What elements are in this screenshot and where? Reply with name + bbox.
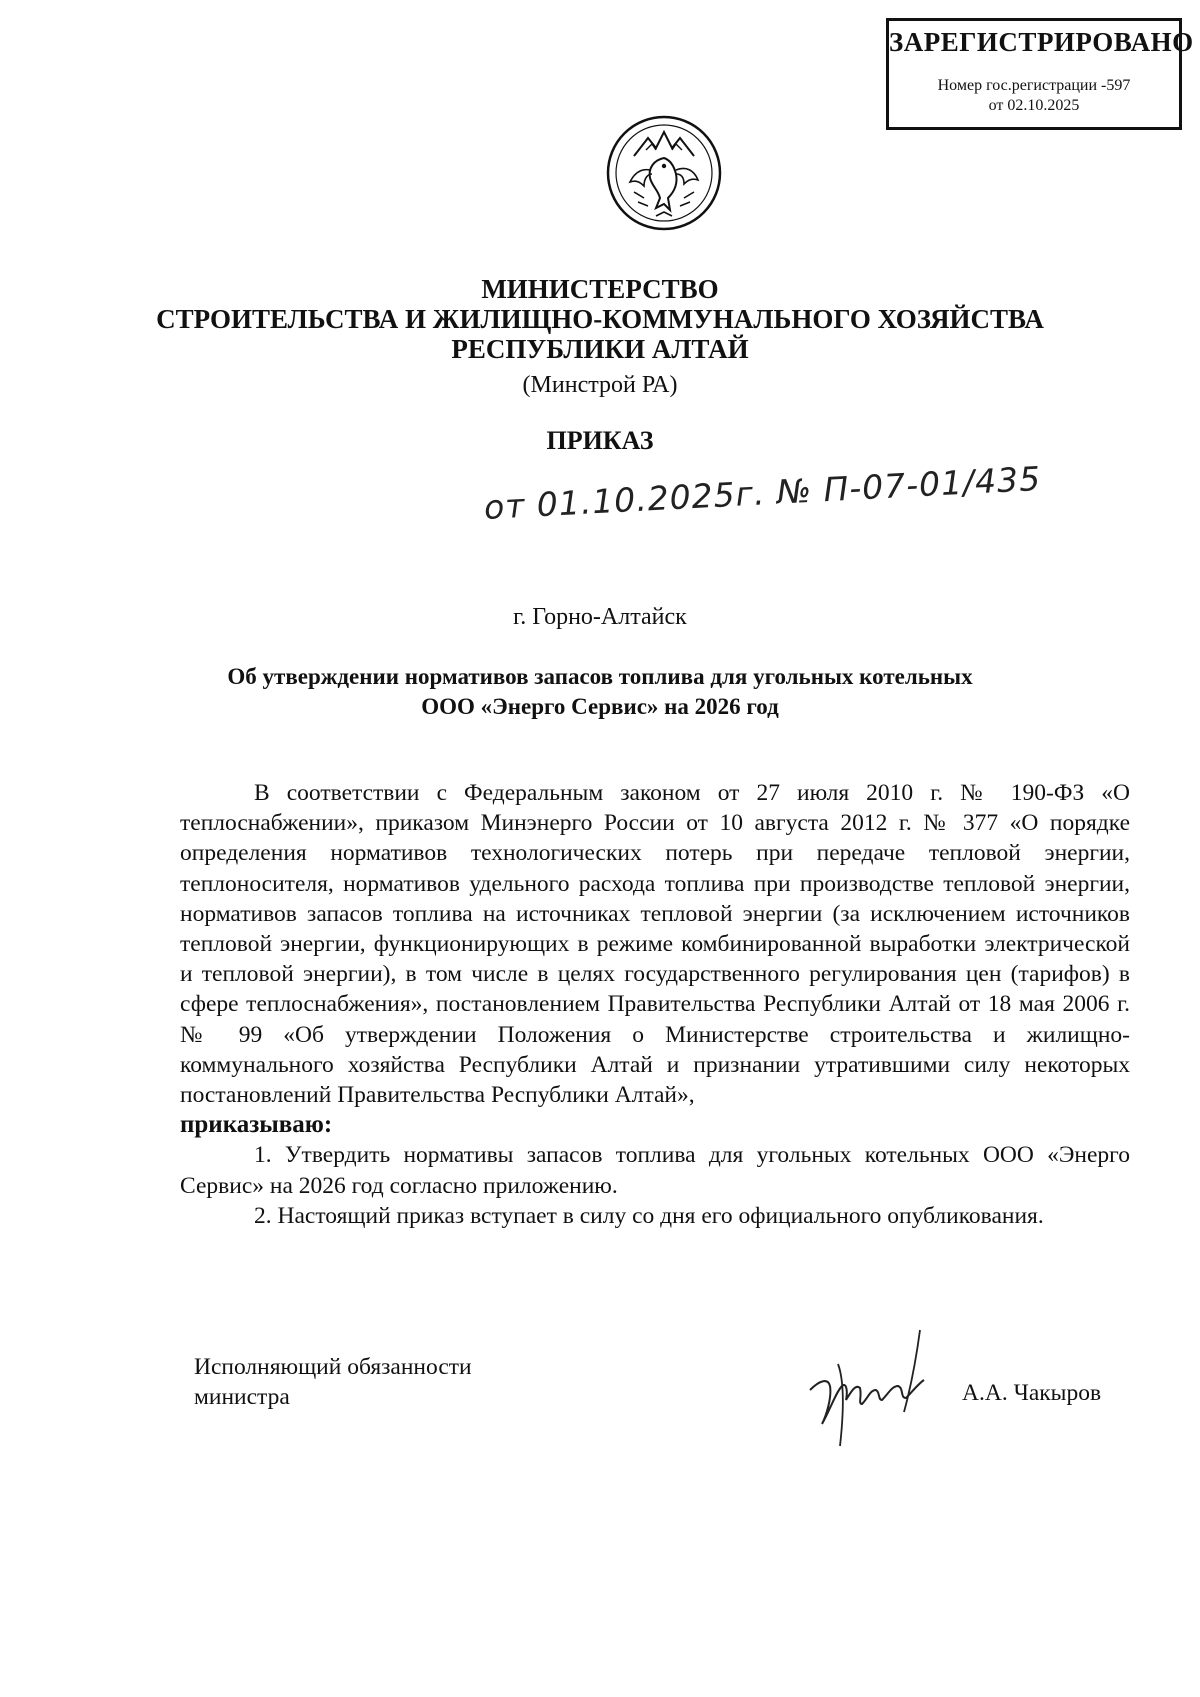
registration-stamp (886, 18, 1194, 130)
subject-line: Об утверждении нормативов запасов топлива для угольных котельных (227, 664, 973, 689)
signatory-name: А.А. Чакыров (962, 1380, 1102, 1406)
role-line: Исполняющий обязанности (194, 1354, 472, 1380)
order-point-2: 2. Настоящий приказ вступает в силу со дня его официального опубликования. (254, 1202, 1044, 1229)
republic-altai-coat-of-arms-icon (604, 112, 724, 234)
ministry-line: МИНИСТЕРСТВО (481, 274, 719, 304)
city: г. Горно-Алтайск (513, 604, 687, 630)
ministry-line: СТРОИТЕЛЬСТВА И ЖИЛИЩНО-КОММУНАЛЬНОГО ХОЗЯЙСТВА (156, 304, 1044, 334)
stamp-title: ЗАРЕГИСТРИРОВАНО (889, 27, 1194, 57)
handwritten-order-number: от 01.10.2025г. № П-07-01/435 (482, 458, 1042, 527)
subject-line: ООО «Энерго Сервис» на 2026 год (421, 694, 779, 719)
stamp-reg-date: от 02.10.2025 (988, 97, 1080, 114)
stamp-reg-number: Номер гос.регистрации -597 (937, 77, 1131, 94)
role-line: министра (194, 1384, 290, 1410)
order-body (180, 778, 1130, 1231)
order-point-1: 1. Утвердить нормативы запасов топлива для угольных котельных ООО «Энерго Сервис» на 2026 год согласно приложению. (180, 1142, 1130, 1199)
ministry-abbreviation: (Минстрой РА) (522, 372, 678, 398)
signatory-role (194, 1352, 472, 1412)
preamble-paragraph: В соответствии с Федеральным законом от 27 июля 2010 г. № 190-ФЗ «О теплоснабжении», приказом Минэнерго России от 10 августа 2012 г. № 377 «О порядке определения нормативов технологических потерь при передаче тепловой энергии, теплоносителя, нормативов удельного расхода топлива при производстве тепловой энергии, нормативов запасов топлива на источниках тепловой энергии (за исключением источников тепловой энергии, функционирующих в режиме комбинированной выработки электрической и тепловой энергии), в том числе в целях государственного регулирования цен (тарифов) в сфере теплоснабжения», постановлением Правительства Республики Алтай от 18 мая 2006 г. № 99 «Об утверждении Положения о Министерстве строительства и жилищно-коммунального хозяйства Республики Алтай и признании утратившими силу некоторых постановлений Правительства Республики Алтай», (180, 780, 1130, 1109)
document-type: ПРИКАЗ (546, 426, 654, 455)
order-word: приказываю: (180, 1111, 333, 1139)
ministry-line: РЕСПУБЛИКИ АЛТАЙ (451, 334, 749, 364)
ministry-name (0, 274, 1200, 364)
order-subject (0, 662, 1200, 722)
handwritten-signature-icon (800, 1320, 950, 1450)
